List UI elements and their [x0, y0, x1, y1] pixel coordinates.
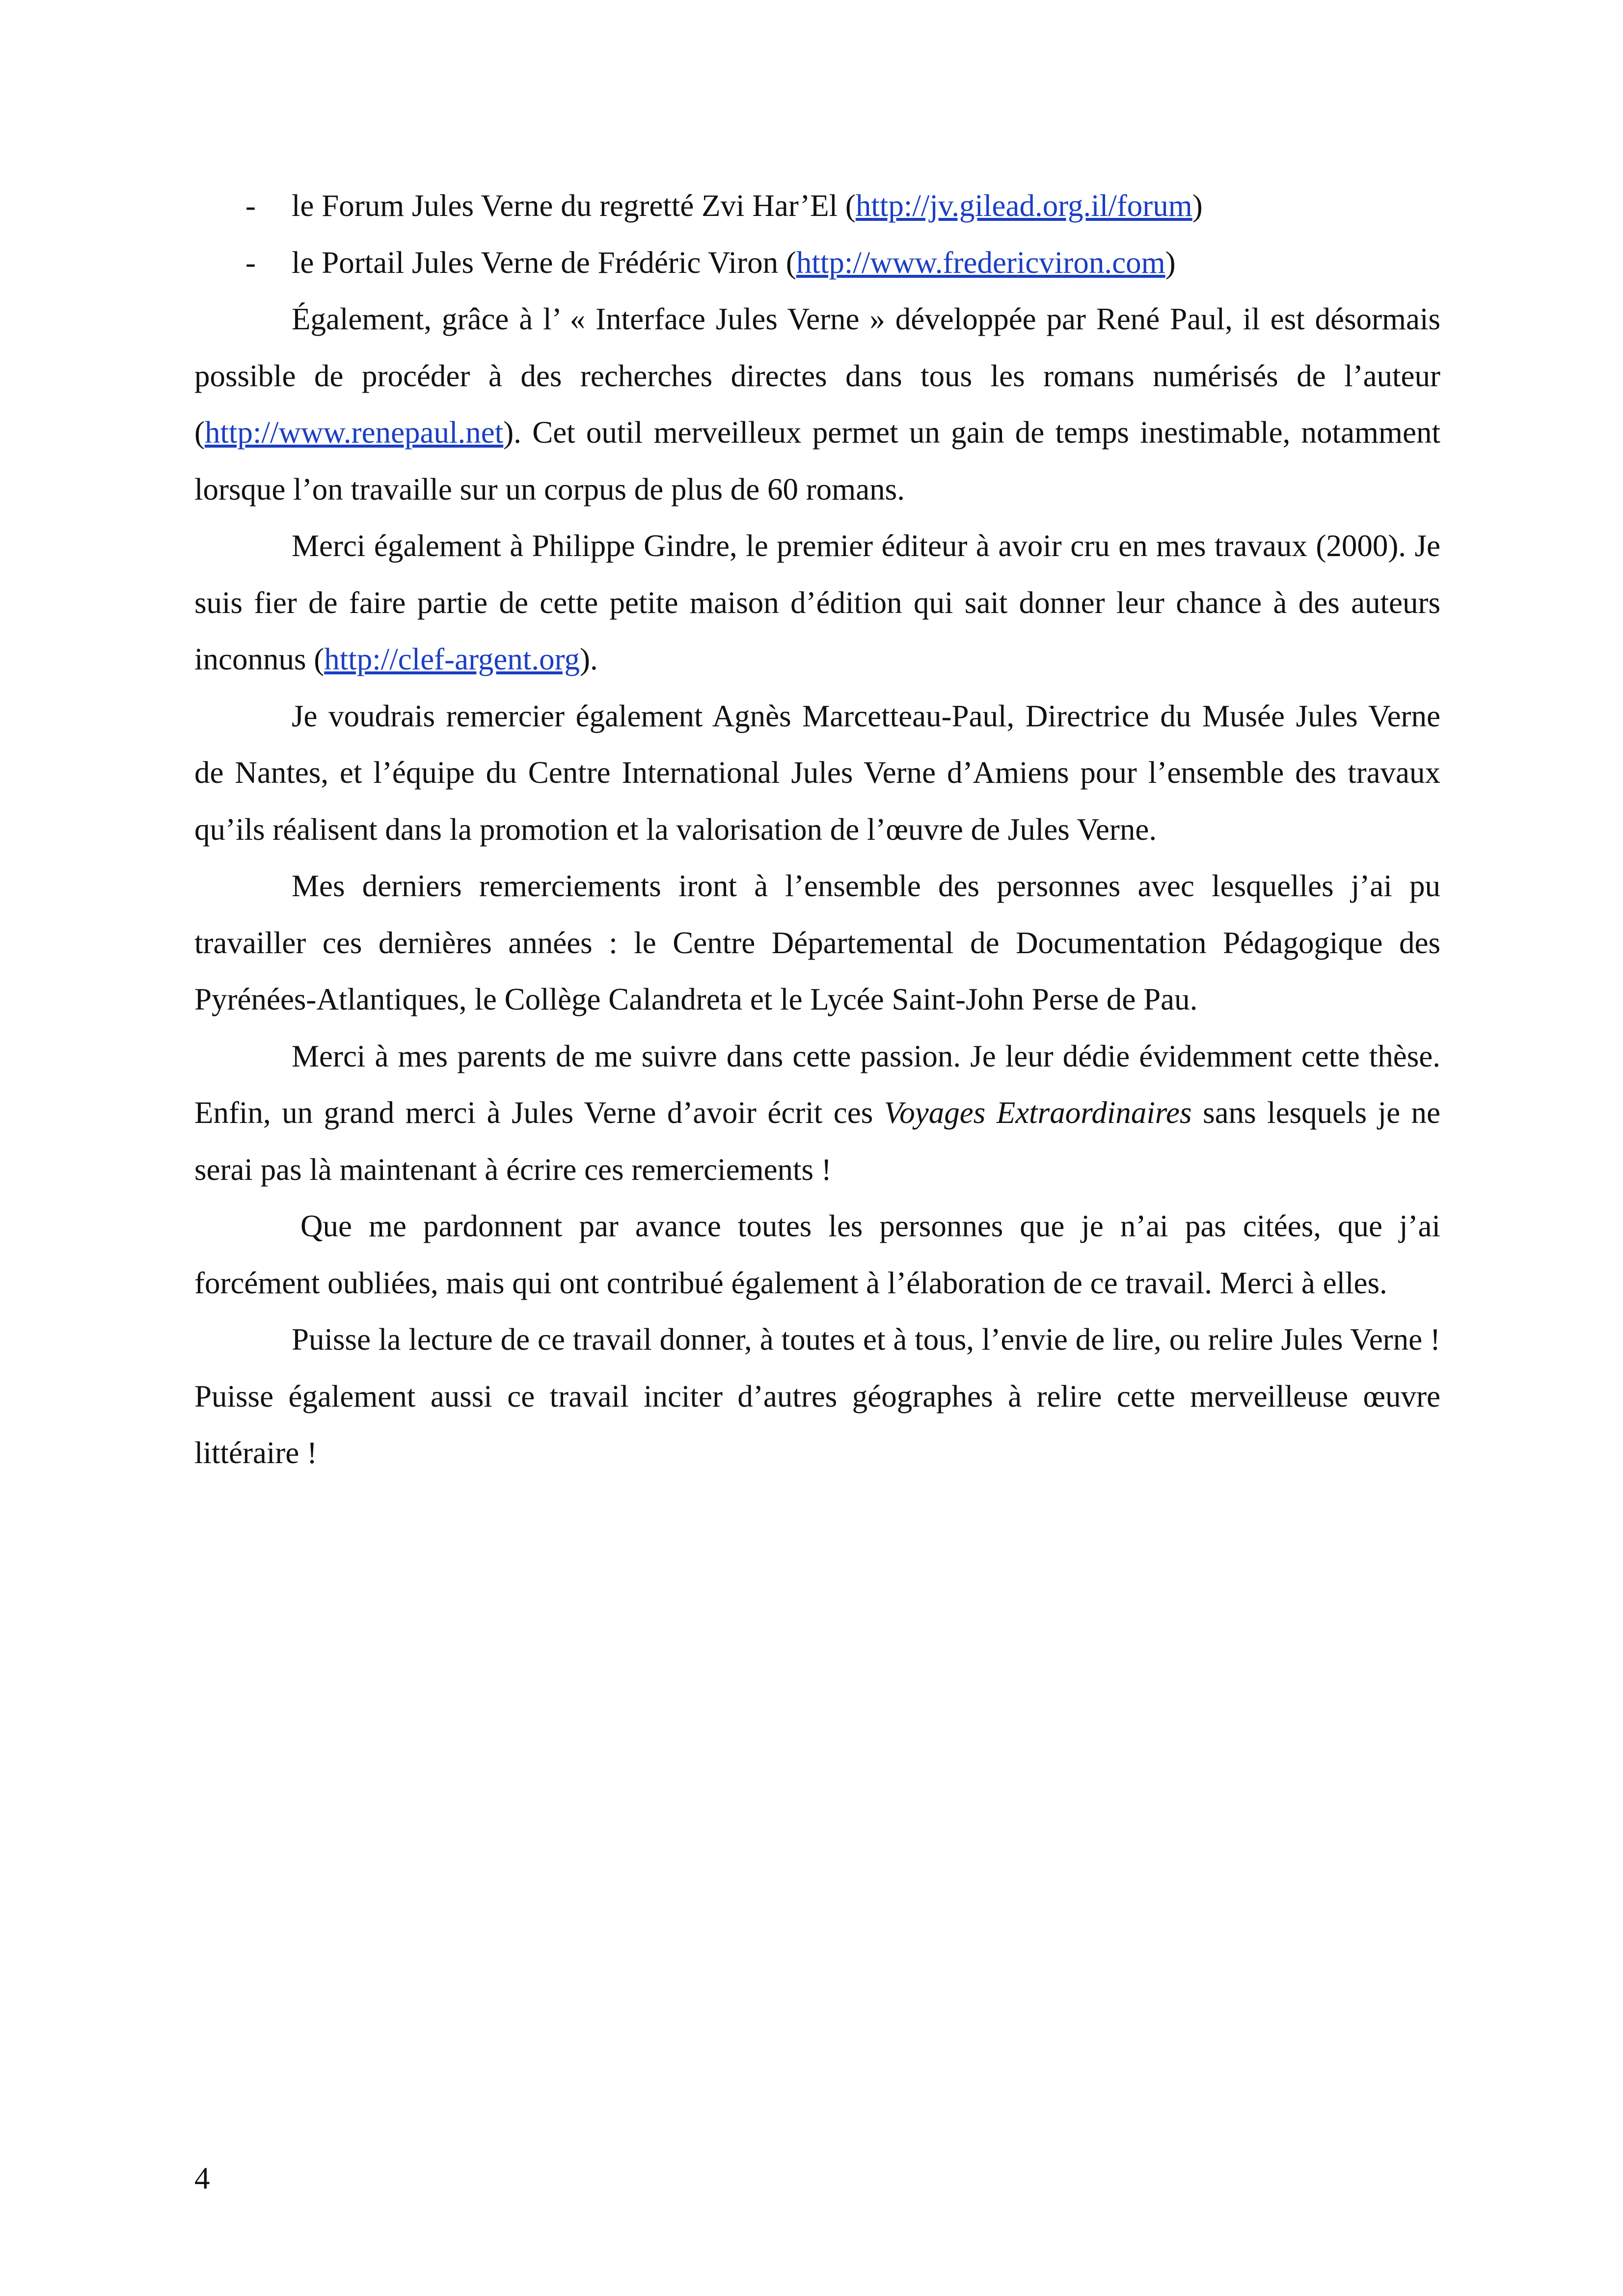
paragraph-pardon: Que me pardonnent par avance toutes les personnes que je n’ai pas citées, que j’ai forcément oubliées, mais qui ont contribué également à l’élaboration de ce travail. Merci à elles.	[194, 1209, 1440, 1300]
paragraph-text: Merci à mes parents de me suivre dans cette passion. Je leur dédie évidemment cette thèse. Enfin, un grand merci à Jules Verne d’avoir écrit ces	[194, 1039, 1440, 1130]
bullet-close-paren: )	[1165, 245, 1176, 280]
renepaul-link[interactable]: http://www.renepaul.net	[204, 415, 504, 450]
forum-link[interactable]: http://jv.gilead.org.il/forum	[855, 188, 1192, 223]
paragraph-musee: Je voudrais remercier également Agnès Marcetteau-Paul, Directrice du Musée Jules Verne de Nantes, et l’équipe du Centre International Jules Verne d’Amiens pour l’ensemble des travaux qu’ils réalisent dans la promotion et la valorisation de l’œuvre de Jules Verne.	[194, 698, 1440, 847]
bullet-item-forum	[194, 178, 1440, 235]
paragraph-text: Merci également à Philippe Gindre, le premier éditeur à avoir cru en mes travaux (2000). Je suis fier de faire partie de cette petite maison d’édition qui sait donner leur chance à des auteurs inconnus (	[194, 529, 1440, 676]
paragraph-interface	[194, 291, 1440, 518]
paragraph-text: ).	[579, 642, 598, 676]
paragraph-parents	[194, 1028, 1440, 1199]
bullet-marker: -	[245, 245, 256, 280]
bullet-marker: -	[245, 188, 256, 223]
paragraph-remerciements: Mes derniers remerciements iront à l’ensemble des personnes avec lesquelles j’ai pu travailler ces dernières années : le Centre Départemental de Documentation Pédagogique des Pyrénées-Atlantiques, le Collège Calandreta et le Lycée Saint-John Perse de Pau.	[194, 869, 1440, 1016]
book-title: Voyages Extraordinaires	[884, 1095, 1192, 1130]
portail-link[interactable]: http://www.fredericviron.com	[796, 245, 1165, 280]
clef-argent-link[interactable]: http://clef-argent.org	[324, 642, 580, 676]
paragraph-text: sans lesquels je ne serai pas là maintenant à écrire ces remerciements !	[194, 1095, 1441, 1187]
paragraph-lecture: Puisse la lecture de ce travail donner, à toutes et à tous, l’envie de lire, ou relire Jules Verne ! Puisse également aussi ce travail inciter d’autres géographes à relire cette merveilleuse œuvre littéraire !	[194, 1322, 1440, 1470]
bullet-text: le Forum Jules Verne du regretté Zvi Har’El (	[292, 188, 856, 223]
bullet-close-paren: )	[1192, 188, 1203, 223]
bullet-text: le Portail Jules Verne de Frédéric Viron (	[292, 245, 796, 280]
page-number: 4	[194, 2161, 210, 2195]
paragraph-text: ). Cet outil merveilleux permet un gain de temps inestimable, notamment lorsque l’on travaille sur un corpus de plus de 60 romans.	[194, 415, 1440, 507]
paragraph-editeur	[194, 518, 1440, 688]
paragraph-text: Également, grâce à l’ « Interface Jules Verne » développée par René Paul, il est désormais possible de procéder à des recherches directes dans tous les romans numérisés de l’auteur (	[194, 302, 1440, 450]
bullet-item-portail	[194, 235, 1440, 292]
body-text	[194, 178, 1440, 1482]
